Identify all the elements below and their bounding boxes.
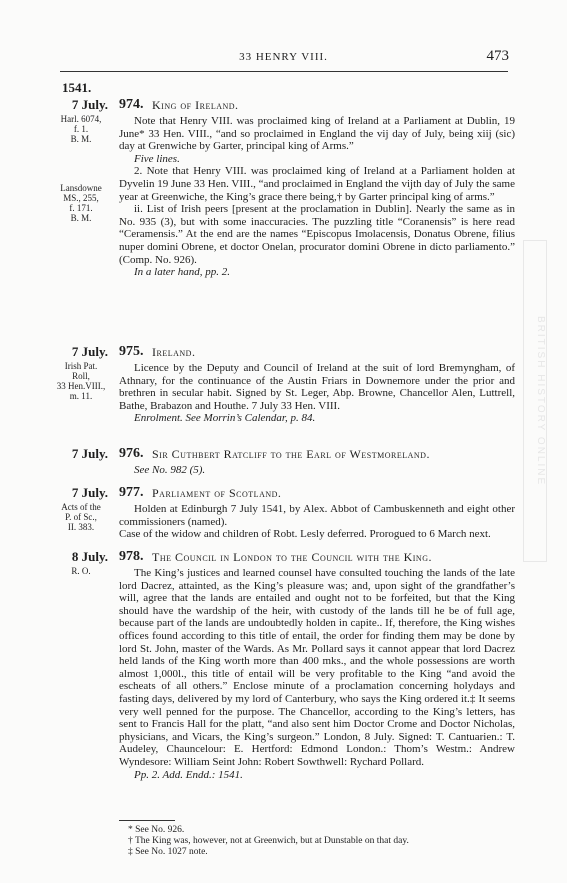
- footnote: † The King was, however, not at Greenwich, but at Dunstable on that day.: [128, 836, 409, 846]
- paragraph-note: Enrolment. See Morrin’s Calendar, p. 84.: [134, 412, 316, 425]
- entry-title: Parliament of Scotland.: [152, 486, 282, 500]
- entry-source-2: Lansdowne MS., 255, f. 171. B. M.: [60, 183, 102, 223]
- footnote-rule: [119, 820, 175, 821]
- entry-source: Harl. 6074, f. 1. B. M.: [60, 114, 102, 144]
- paragraph-note: Pp. 2. Add. Endd.: 1541.: [134, 768, 243, 781]
- entry-source: R. O.: [71, 566, 91, 576]
- entry-number: 974.: [119, 97, 144, 112]
- entry-body: [119, 503, 515, 541]
- entry-date: 7 July.: [71, 485, 108, 500]
- paragraph-note: See No. 982 (5).: [134, 464, 206, 476]
- paragraph: The King’s justices and learned counsel have consulted touching the lands of the late lord Dacrez, attainted, as the King’s pleasure was; and, upon sight of the grandfather’s will, agree that the lands are entailed and ought not to be forfeited, but that the King should have the wardship of the heir, with custody of the lands till he be of full age, because part of the lands are undoubtedly holden in capite.. If, therefore, the King wishes offices found according to this title of entail, the order for finding them may be done by lord St. John, master of the Wards. As Mr. Pollard says it cannot appear that lord Dacrez held lands of the King worth more than 400 mks., and the whole possessions are worth almost 1,000l., this title of entail will be very profitable to the King “and avoid the escheats of all others.” Enclose minute of a proclamation concerning holydays and fasting days, delivered by my lord of Canterbury, who says the King ordered it.‡ It seems very well penned for the purpose. The Chancellor, according to the King’s letters, has sent to Francis Hall for the platt, “and also sent him Doctor Crome and Doctor Nicholas, physicians, and Vicars, the King’s surgeon.” London, 8 July. Signed: T. Cantuarien.: T. Audeley, Chauncelour: E. Hertford: Edmond London.: Thom’s Westm.: Andrew Wyndesore: William Seint John: Robert Sowthwell: Rychard Pollard.: [119, 567, 515, 768]
- watermark-stamp: BRITISH HISTORY ONLINE: [523, 240, 547, 562]
- paragraph-note: Five lines.: [134, 152, 180, 165]
- paragraph: Note that Henry VIII. was proclaimed king of Ireland at a Parliament at Dublin, 19 June* 33 Hen. VIII., “and so proclaimed in England the vij day of July, being xiij (sic) day at Grenwiche by Garter, principal king of Arms.”: [119, 115, 515, 153]
- paragraph: Licence by the Deputy and Council of Ireland at the suit of lord Bremyngham, of Athnary, for the continuance of the Austin Friars in Downemore under the prior and brethren in secular habit. Signed by St. Leger, Abp. Browne, Chancellor Alen, Luttrell, Bathe, Brabazon and Houthe. 7 July 33 Hen. VIII.: [119, 362, 515, 412]
- entry-date: 8 July.: [71, 549, 108, 564]
- paragraph-note: In a later hand, pp. 2.: [134, 266, 230, 279]
- entry-date: 7 July.: [71, 446, 108, 461]
- entry-title: Ireland.: [152, 345, 196, 359]
- running-head: 33 HENRY VIII.: [239, 51, 328, 63]
- entry-title: The Council in London to the Council with the King.: [152, 550, 432, 564]
- year-heading: 1541.: [62, 80, 92, 95]
- paragraph: Case of the widow and children of Robt. Lesly deferred. Prorogued to 6 March next.: [119, 528, 491, 541]
- entry-title: Sir Cuthbert Ratcliff to the Earl of Westmoreland.: [152, 447, 430, 461]
- footnote: ‡ See No. 1027 note.: [128, 847, 208, 857]
- entry-body: [119, 567, 515, 781]
- entry-number: 975.: [119, 344, 144, 359]
- entry-number: 978.: [119, 549, 144, 564]
- entry-body: [119, 115, 515, 279]
- entry-body: [119, 362, 515, 425]
- entry-source: Irish Pat. Roll, 33 Hen.VIII., m. 11.: [56, 361, 106, 401]
- footnotes: [128, 825, 409, 858]
- paragraph: 2. Note that Henry VIII. was proclaimed king of Ireland at a Parliament holden at Dyvelin 19 June 33 Hen. VIII., “and proclaimed in England the vijth day of July the same year at Greenwiche, the King’s grace there being,† by Garter principal king of arms.”: [119, 165, 515, 203]
- page-number: 473: [486, 48, 509, 64]
- footnote: * See No. 926.: [128, 825, 185, 835]
- entry-source: Acts of the P. of Sc., II. 383.: [61, 502, 101, 532]
- paragraph: ii. List of Irish peers [present at the proclamation in Dublin]. Nearly the same as in No. 935 (3), but with some inaccuracies. The puzzling title “Coranensis” is here read “Ceramensis.” At the end are the names “Episcopus Imolacensis, Donatus Obrene, filius nuper domini Obrene, et doctor Onelan, procurator domini Obrene in dicto parliamento.” (Comp. No. 926).: [119, 203, 515, 266]
- entry-body: [119, 464, 515, 477]
- entry-number: 976.: [119, 446, 144, 461]
- entry-date: 7 July.: [71, 344, 108, 359]
- header-rule: [60, 71, 508, 72]
- entry-title: King of Ireland.: [152, 98, 239, 112]
- page-header: [0, 48, 567, 68]
- paragraph: Holden at Edinburgh 7 July 1541, by Alex. Abbot of Cambuskenneth and eight other commissioners (named).: [119, 503, 515, 528]
- entry-number: 977.: [119, 485, 144, 500]
- entry-date: 7 July.: [71, 97, 108, 112]
